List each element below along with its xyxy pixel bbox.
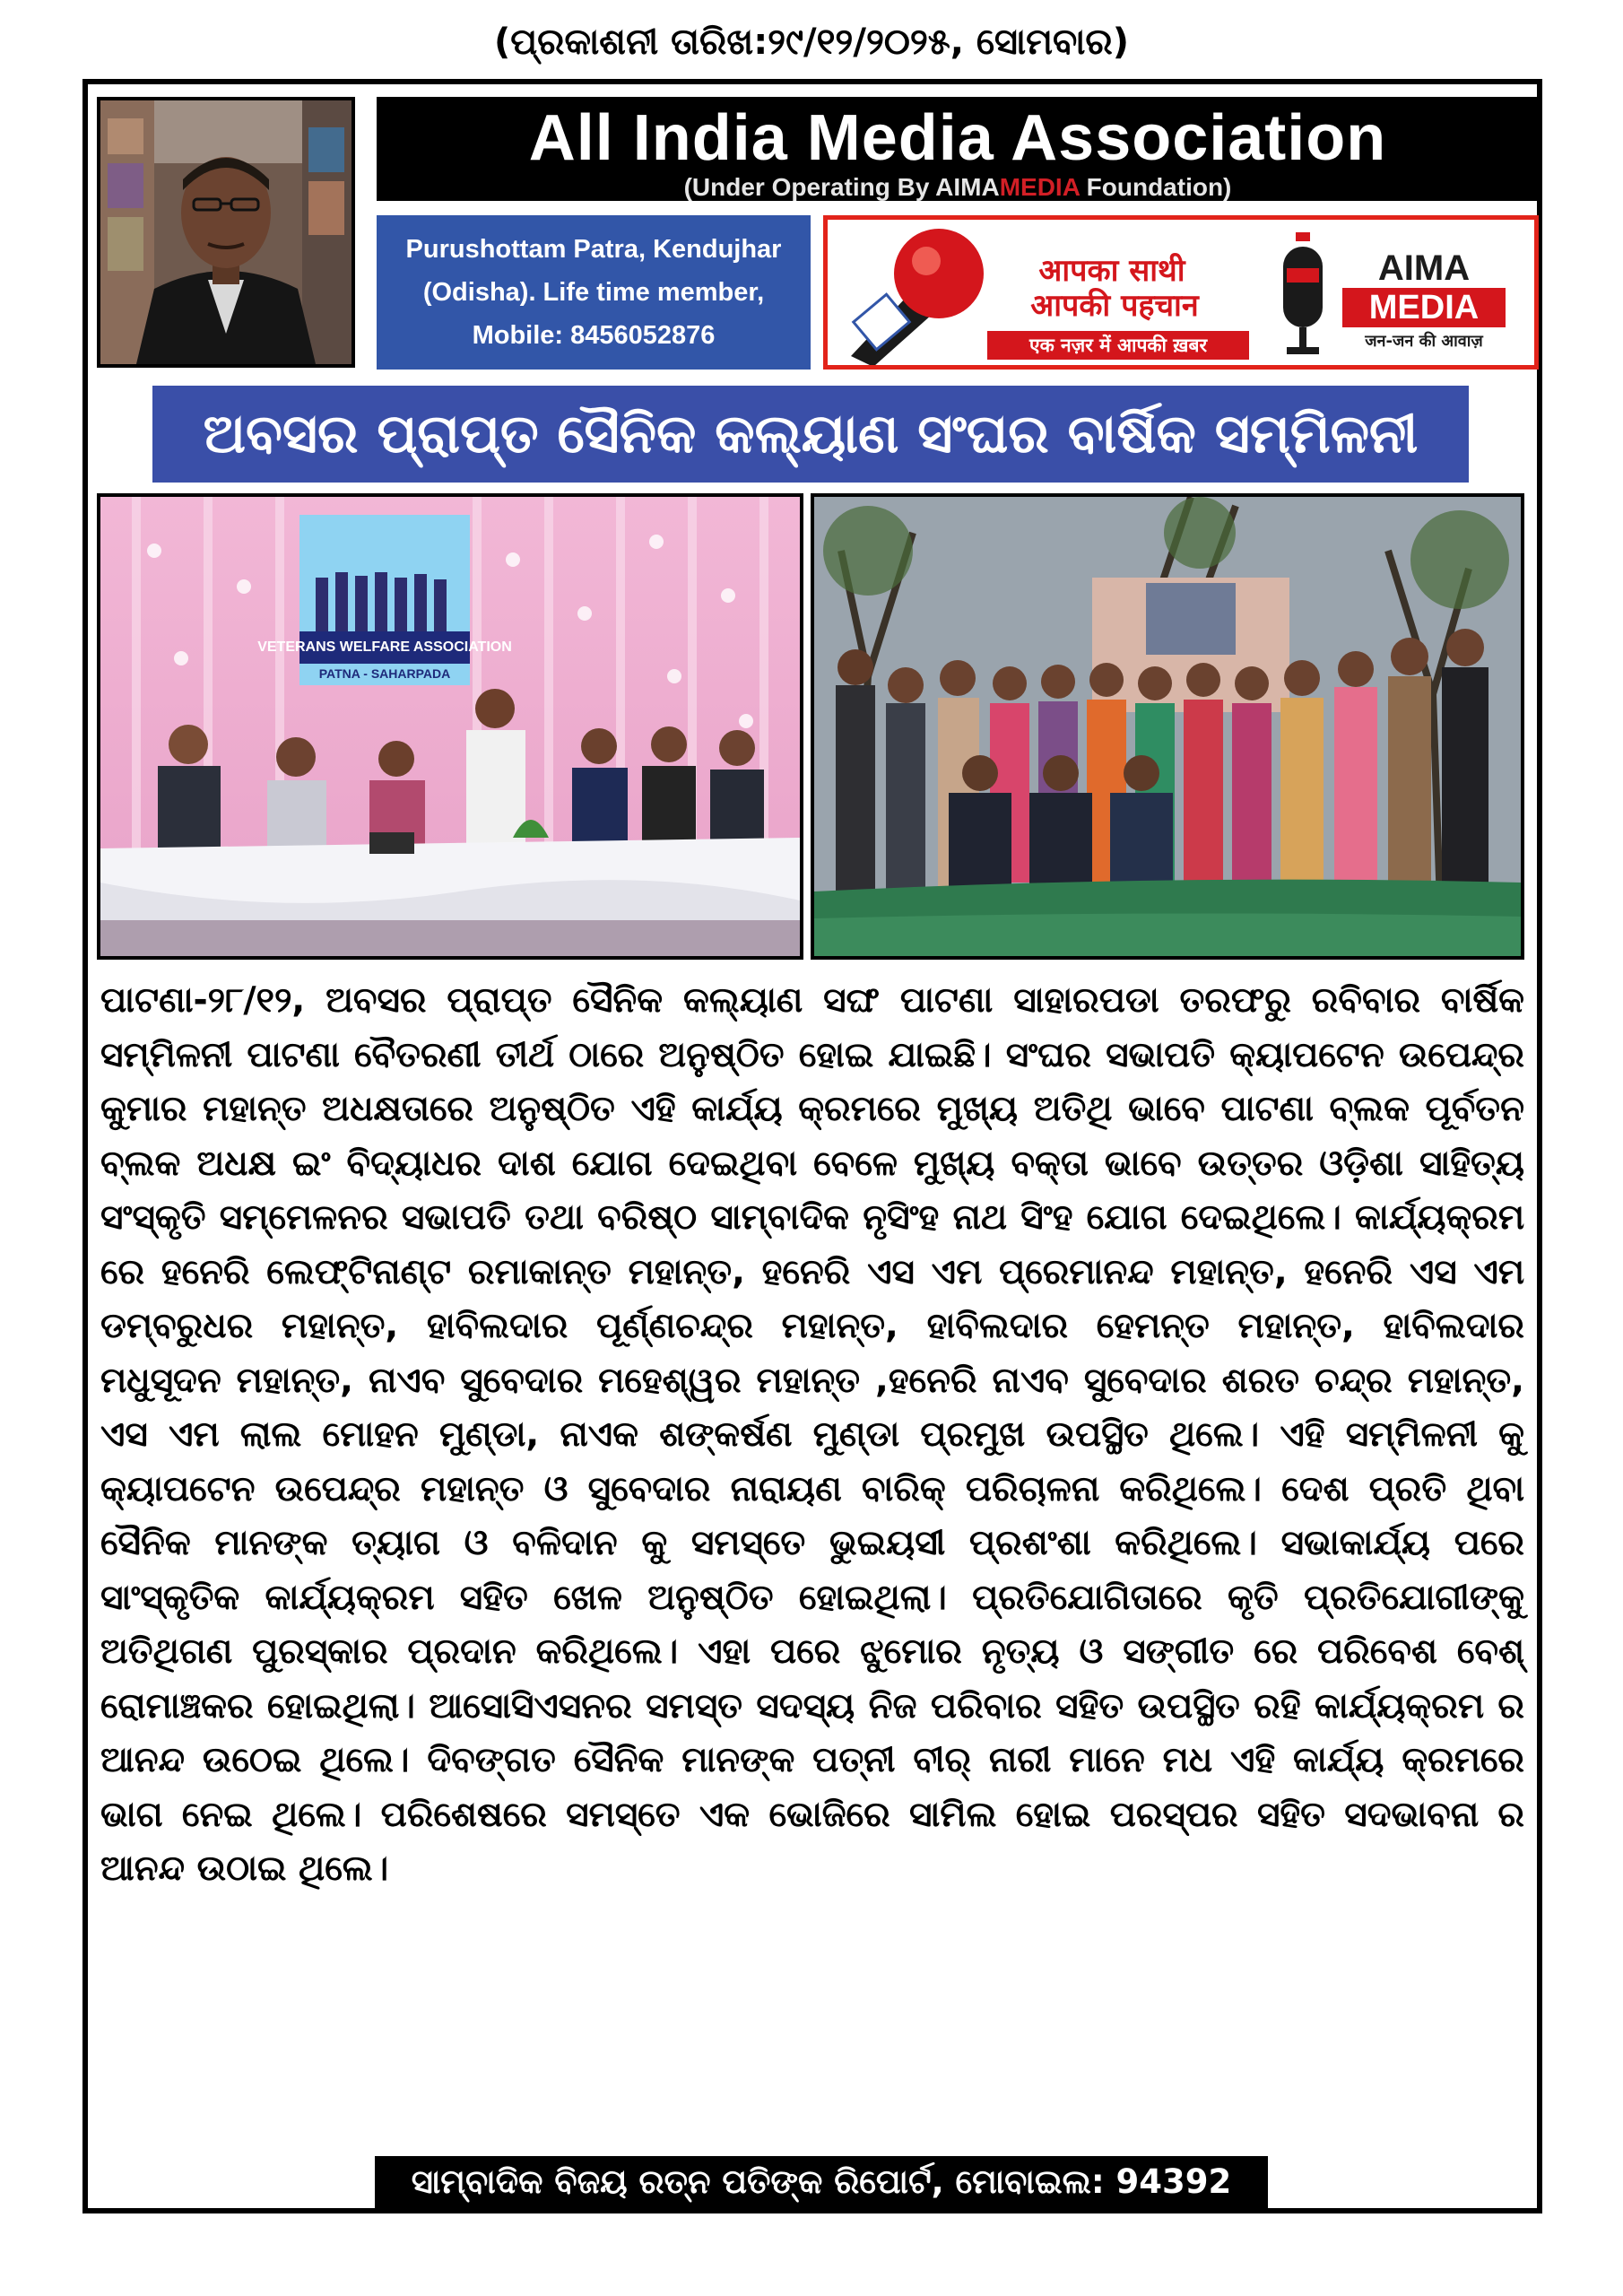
association-title: All India Media Association: [528, 102, 1387, 174]
member-info: [377, 215, 811, 370]
member-line-1: Purushottam Patra, Kendujhar: [405, 235, 782, 264]
event-photo-stage: [97, 493, 803, 960]
ad-tagline-1: आपका साथी: [1038, 253, 1185, 289]
ad-tagline-3: एक नज़र में आपकी ख़बर: [987, 331, 1249, 360]
association-subtitle: [377, 174, 1539, 201]
photo-banner-text-1: VETERANS WELFARE ASSOCIATION: [257, 639, 512, 655]
subtitle-highlight: MEDIA: [999, 173, 1080, 201]
subtitle-pre: (Under Operating By AIMA: [683, 173, 1000, 201]
member-line-3: Mobile: 8456052876: [472, 321, 716, 350]
subtitle-post: Foundation): [1079, 173, 1232, 201]
ad-tagline-2: आपकी पहचान: [1030, 288, 1199, 324]
member-portrait: [97, 97, 355, 368]
brand-mic-icon: [1276, 232, 1330, 358]
ad-brand-top: AIMA: [1377, 248, 1471, 288]
aima-media-advert: [823, 215, 1539, 370]
microphone-icon: [833, 222, 994, 367]
association-banner: [377, 97, 1539, 201]
reporter-credit: ସାମ୍ବାଦିକ ବିଜୟ ରତ୍ନ ପତିଙ୍କ ରିପୋର୍ଟ, ମୋବାଇଲ: 94392 11178: [375, 2156, 1268, 2208]
ad-brand-slogan: जन-जन की आवाज़: [1365, 332, 1483, 351]
ad-brand-bottom: MEDIA: [1342, 288, 1506, 327]
event-photo-group: [811, 493, 1524, 960]
photo-banner-text-2: PATNA - SAHARPADA: [318, 666, 451, 681]
member-line-2: (Odisha). Life time member,: [422, 278, 765, 307]
publication-date: (ପ୍ରକାଶନୀ ତାରିଖ:୨୯/୧୨/୨୦୨୫, ସୋମବାର): [493, 22, 1130, 63]
news-headline: ଅବସର ପ୍ରାପ୍ତ ସୈନିକ କଲ୍ୟାଣ ସଂଘର ବାର୍ଷିକ ସମ୍ମିଳନୀ: [152, 386, 1469, 483]
article-body: ପାଟଣା-୨୮/୧୨, ଅବସର ପ୍ରାପ୍ତ ସୈନିକ କଲ୍ୟାଣ ସଙ୍ଘ ପାଟଣା ସାହାରପଡା ତରଫରୁ ରବିବାର ବାର୍ଷିକ ସମ୍ମିଳନୀ ପାଟଣା ବୈତରଣୀ ତୀର୍ଥ ଠାରେ ଅନୁଷ୍ଠିତ ହୋଇ ଯାଇଛି। ସଂଘର ସଭାପତି କ୍ୟାପଟେନ ଉପେନ୍ଦ୍ର କୁମାର ମହାନ୍ତ ଅଧକ୍ଷତାରେ ଅନୁଷ୍ଠିତ ଏହି କାର୍ଯ୍ୟ କ୍ରମରେ ମୁଖ୍ୟ ଅତିଥି ଭାବେ ପାଟଣା ବ୍ଲକ ପୂର୍ବତନ ବ୍ଲକ ଅଧକ୍ଷ ଇଂ ବିଦ୍ୟାଧର ଦାଶ ଯୋଗ ଦେଇଥିବା ବେଳେ ମୁଖ୍ୟ ବକ୍ତା ଭାବେ ଉତ୍ତର ଓଡ଼ିଶା ସାହିତ୍ୟ ସଂସ୍କୃତି ସମ୍ମେଳନର ସଭାପତି ତଥା ବରିଷ୍ଠ ସାମ୍ବାଦିକ ନୃସିଂହ ନାଥ ସିଂହ ଯୋଗ ଦେଇଥିଲେ। କାର୍ଯ୍ୟକ୍ରମ ରେ ହନେରି ଲେଫ୍ଟିନାଣ୍ଟ ରମାକାନ୍ତ ମହାନ୍ତ, ହନେରି ଏସ ଏମ ପ୍ରେମାନନ୍ଦ ମହାନ୍ତ, ହନେରି ଏସ ଏମ ଡମ୍ବରୁଧର ମହାନ୍ତ, ହାବିଲଦାର ପୂର୍ଣ୍ଣଚନ୍ଦ୍ର ମହାନ୍ତ, ହାବିଲଦାର ହେମନ୍ତ ମହାନ୍ତ, ହାବିଲଦାର ମଧୁସୂଦନ ମହାନ୍ତ, ନାଏବ ସୁବେଦାର ମହେଶ୍ୱର ମହାନ୍ତ ,ହନେରି ନାଏବ ସୁବେଦାର ଶରତ ଚନ୍ଦ୍ର ମହାନ୍ତ, ଏସ ଏମ ଲାଲ ମୋହନ ମୁଣ୍ଡା, ନାଏକ ଶଙ୍କର୍ଷଣ ମୁଣ୍ଡା ପ୍ରମୁଖ ଉପସ୍ଥିତ ଥିଲେ। ଏହି ସମ୍ମିଳନୀ କୁ କ୍ୟାପଟେନ ଉପେନ୍ଦ୍ର ମହାନ୍ତ ଓ ସୁବେଦାର ନାରାୟଣ ବାରିକ୍ ପରିଚାଳନା କରିଥିଲେ। ଦେଶ ପ୍ରତି ଥିବା ସୈନିକ ମାନଙ୍କ ତ୍ୟାଗ ଓ ବଳିଦାନ କୁ ସମସ୍ତେ ଭୁଇୟସୀ ପ୍ରଶଂଶା କରିଥିଲେ। ସଭାକାର୍ଯ୍ୟ ପରେ ସାଂସ୍କୃତିକ କାର୍ଯ୍ୟକ୍ରମ ସହିତ ଖେଳ ଅନୁଷ୍ଠିତ ହୋଇଥିଲା। ପ୍ରତିଯୋଗିତାରେ କୃତି ପ୍ରତିଯୋଗୀଙ୍କୁ ଅତିଥିଗଣ ପୁରସ୍କାର ପ୍ରଦାନ କରିଥିଲେ। ଏହା ପରେ ଝୁମୋର ନୃତ୍ୟ ଓ ସଙ୍ଗୀତ ରେ ପରିବେଶ ବେଶ୍ ରୋମାଞ୍ଚକର ହୋଇଥିଲା। ଆସୋସିଏସନର ସମସ୍ତ ସଦସ୍ୟ ନିଜ ପରିବାର ସହିତ ଉପସ୍ଥିତ ରହି କାର୍ଯ୍ୟକ୍ରମ ର ଆନନ୍ଦ ଉଠେଇ ଥିଲେ। ଦିବଙ୍ଗତ ସୈନିକ ମାନଙ୍କ ପତ୍ନୀ ବୀର୍ ନାରୀ ମାନେ ମଧ ଏହି କାର୍ଯ୍ୟ କ୍ରମରେ ଭାଗ ନେଇ ଥିଲେ। ପରିଶେଷରେ ସମସ୍ତେ ଏକ ଭୋଜିରେ ସାମିଲ ହୋଇ ପରସ୍ପର ସହିତ ସଦଭାବନା ର ଆନନ୍ଦ ଉଠାଇ ଥିଲେ।: [100, 980, 1524, 1889]
